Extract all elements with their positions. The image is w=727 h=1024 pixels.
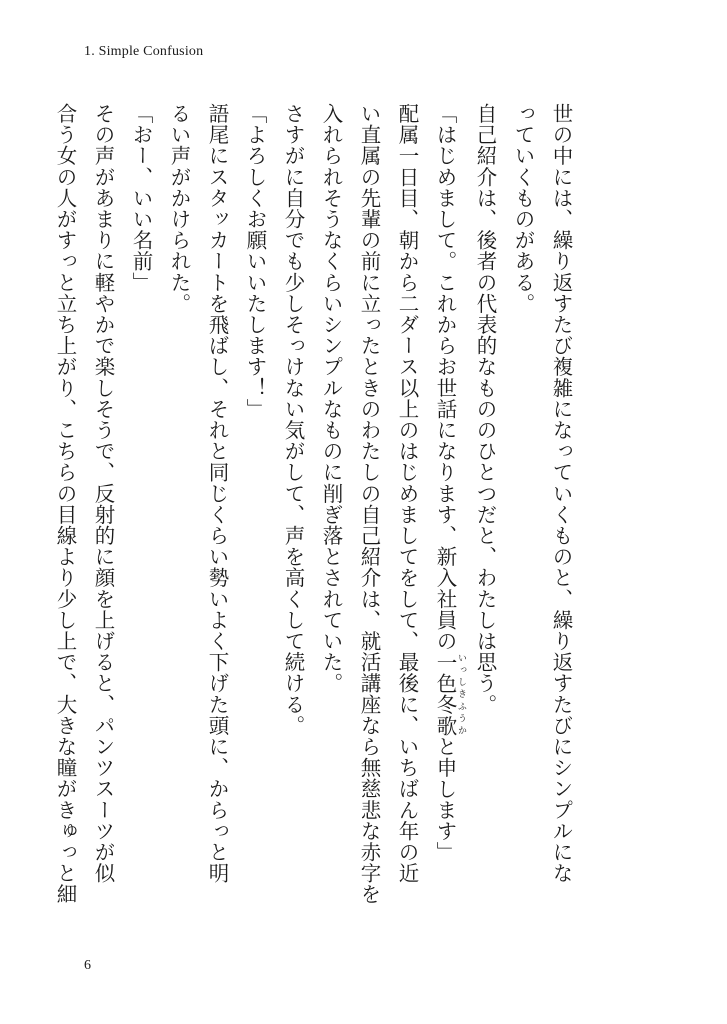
text-line: 自己紹介は、後者の代表的なもののひとつだと、わたしは思う。 — [473, 103, 497, 715]
text-line: 「よろしくお願いいたします！」 — [243, 103, 267, 420]
text-line: 配属一日目、朝から二ダース以上のはじめましてをして、最後に、いちばん年の近 — [395, 103, 419, 884]
text-line: っていくものがある。 — [511, 103, 535, 314]
text-segment: 「はじめまして。これからお世話になります、新入社員の — [433, 103, 457, 652]
page-number: 6 — [84, 958, 91, 973]
text-line: るい声がかけられた。 — [167, 103, 191, 314]
text-line: 「おー、いい名前」 — [129, 103, 153, 293]
running-header: 1. Simple Confusion — [84, 44, 204, 59]
text-segment: と申します」 — [433, 736, 457, 863]
ruby-base: 一色冬歌 — [433, 651, 457, 737]
name-with-furigana — [433, 651, 466, 737]
text-line: 世の中には、繰り返すたび複雑になっていくものと、繰り返すたびにシンプルにな — [549, 103, 573, 884]
text-line: い直属の先輩の前に立ったときのわたしの自己紹介は、就活講座なら無慈悲な赤字を — [357, 103, 381, 905]
text-line: 入れられそうなくらいシンプルなものに削ぎ落とされていた。 — [319, 103, 343, 694]
text-line: その声があまりに軽やかで楽しそうで、反射的に顔を上げると、パンツスーツが似 — [91, 103, 115, 884]
text-line: 語尾にスタッカートを飛ばし、それと同じくらい勢いよく下げた頭に、からっと明 — [205, 103, 229, 884]
text-line — [426, 103, 466, 939]
vertical-body-text — [53, 103, 580, 939]
text-line: 合う女の人がすっと立ち上がり、こちらの目線より少し上で、大きな瞳がきゅっと細 — [53, 103, 77, 905]
text-line: さすがに自分でも少しそっけない気がして、声を高くして続ける。 — [281, 103, 305, 736]
furigana: いっしきふうか — [456, 651, 466, 736]
